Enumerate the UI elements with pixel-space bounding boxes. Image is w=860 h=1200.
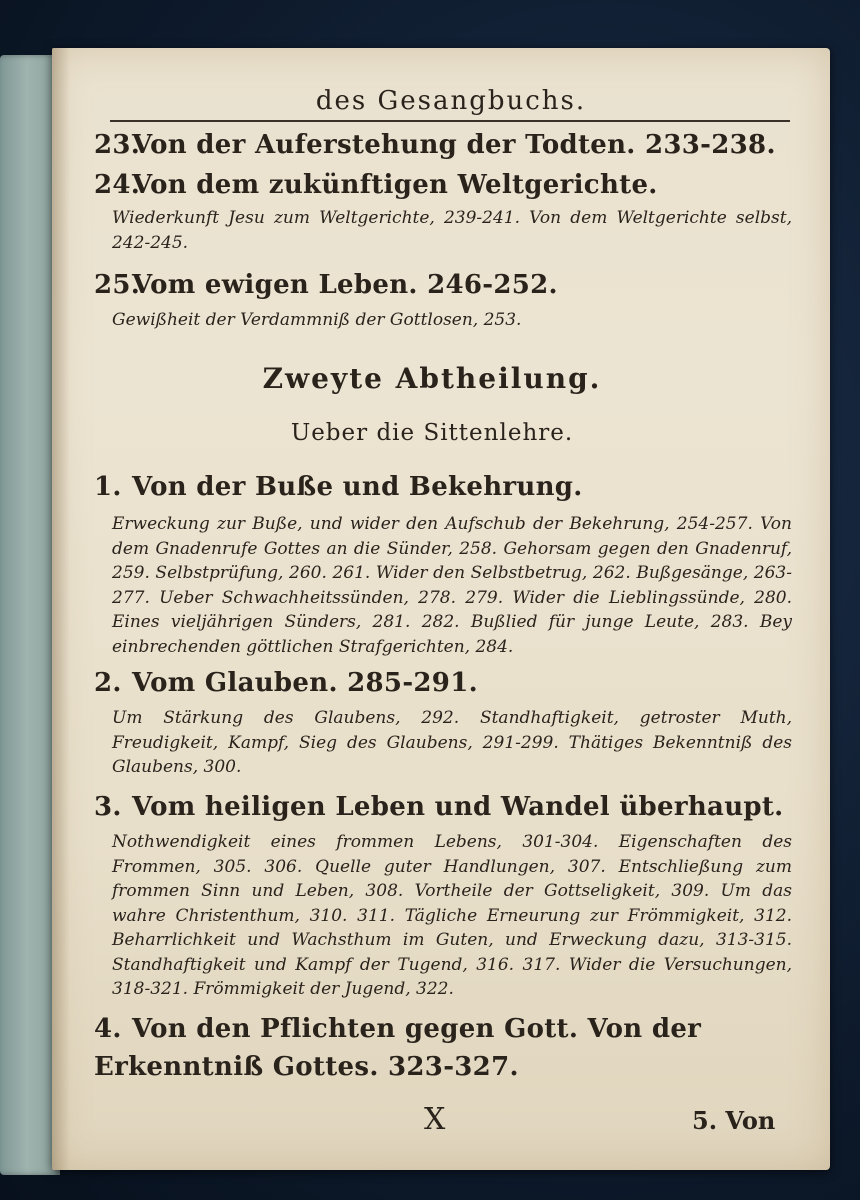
entry-number: 3. <box>94 792 122 822</box>
entry-23-title <box>94 130 776 160</box>
entry-heading: Von der Buße und Bekehrung. <box>132 472 583 502</box>
entry-number: 4. <box>94 1014 122 1044</box>
entry-1-detail: Erweckung zur Buße, und wider den Aufschub der Bekehrung, 254-257. Von dem Gnadenrufe Gottes an die Sünder, 258. Gehorsam gegen den Gnadenruf, 259. Selbstprüfung, 260. 261. Wider den Selbstbetrug, 262. Bußgesänge, 263-277. Ueber Schwachheitssünden, 278. 279. Wider die Lieblingssünde, 280. Eines vieljährigen Sünders, 281. 282. Bußlied für junge Leute, 283. Bey einbrechenden göttlichen Strafgerichten, 284. <box>112 514 792 657</box>
entry-number: 23. <box>94 130 141 160</box>
entry-heading: Vom Glauben. 285-291. <box>132 668 478 698</box>
book-page <box>52 48 830 1170</box>
entry-number: 24. <box>94 170 141 200</box>
entry-3-detail: Nothwendigkeit eines frommen Lebens, 301-304. Eigenschaften des Frommen, 305. 306. Quelle guter Handlungen, 307. Entschließung zum frommen Sinn und Leben, 308. Vortheile der Gottseligkeit, 309. Um das wahre Christenthum, 310. 311. Tägliche Erneurung zur Frömmigkeit, 312. Beharrlichkeit und Wachsthum im Guten, und Erweckung dazu, 313-315. Standhaftigkeit und Kampf der Tugend, 316. 317. Wider die Versuchungen, 318-321. Frömmigkeit der Jugend, 322. <box>112 832 792 999</box>
entry-25-detail: Gewißheit der Verdammniß der Gottlosen, 253. <box>112 310 522 330</box>
entry-4-title <box>94 1010 794 1086</box>
entry-number: 25. <box>94 270 141 300</box>
book-cover-edge <box>0 55 60 1175</box>
signature-mark: X <box>424 1102 446 1137</box>
entry-24-title <box>94 170 658 200</box>
section-heading: Zweyte Abtheilung. <box>262 362 602 395</box>
catchword: 5. Von <box>692 1106 776 1135</box>
entry-24-detail: Wiederkunft Jesu zum Weltgerichte, 239-241. Von dem Weltgerichte selbst, 242-245. <box>112 208 792 253</box>
header-rule <box>110 120 790 122</box>
entry-1-title <box>94 472 583 502</box>
running-head: des Gesangbuchs. <box>315 86 587 116</box>
entry-number: 1. <box>94 472 122 502</box>
entry-heading: Von dem zukünftigen Weltgerichte. <box>132 170 658 200</box>
entry-2-title <box>94 668 478 698</box>
entry-2-detail: Um Stärkung des Glaubens, 292. Standhaftigkeit, getroster Muth, Freudigkeit, Kampf, Sieg des Glaubens, 291-299. Thätiges Bekenntniß des Glaubens, 300. <box>112 708 792 777</box>
entry-25-title <box>94 270 558 300</box>
section-subheading: Ueber die Sittenlehre. <box>290 420 574 446</box>
entry-heading: Vom ewigen Leben. 246-252. <box>132 270 558 300</box>
entry-3-title <box>94 792 784 822</box>
entry-heading: Von der Auferstehung der Todten. 233-238. <box>132 130 776 160</box>
entry-heading: Von den Pflichten gegen Gott. Von der Erkenntniß Gottes. 323-327. <box>94 1014 702 1082</box>
entry-heading: Vom heiligen Leben und Wandel überhaupt. <box>132 792 784 822</box>
entry-number: 2. <box>94 668 122 698</box>
